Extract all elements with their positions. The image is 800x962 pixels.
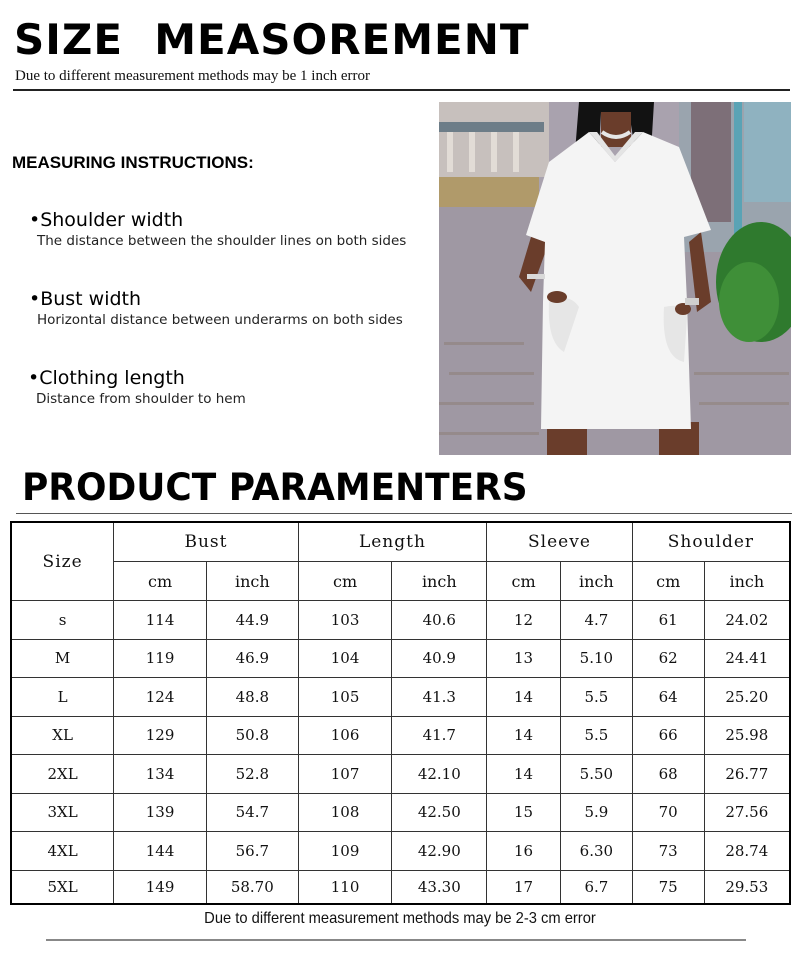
unit-header: cm bbox=[487, 562, 561, 601]
unit-header: inch bbox=[560, 562, 632, 601]
measurement-cell: 56.7 bbox=[206, 832, 298, 871]
measurement-cell: 5.10 bbox=[560, 639, 632, 678]
table-row bbox=[11, 601, 790, 640]
measurement-cell: 16 bbox=[487, 832, 561, 871]
measurement-cell: 58.70 bbox=[206, 870, 298, 904]
measurement-cell: 61 bbox=[632, 601, 704, 640]
measurement-cell: 5.5 bbox=[560, 716, 632, 755]
measurement-cell: 43.30 bbox=[392, 870, 487, 904]
measurement-cell: 75 bbox=[632, 870, 704, 904]
unit-header: cm bbox=[632, 562, 704, 601]
measurement-cell: 107 bbox=[298, 755, 392, 794]
measurement-cell: 73 bbox=[632, 832, 704, 871]
unit-header: inch bbox=[704, 562, 790, 601]
measurement-cell: 12 bbox=[487, 601, 561, 640]
measurement-cell: 13 bbox=[487, 639, 561, 678]
measurement-cell: 139 bbox=[114, 793, 207, 832]
product-photo bbox=[439, 102, 791, 455]
table-row bbox=[11, 870, 790, 904]
divider bbox=[46, 939, 746, 941]
size-label-cell: 4XL bbox=[11, 832, 114, 871]
measurement-cell: 14 bbox=[487, 716, 561, 755]
measurement-cell: 54.7 bbox=[206, 793, 298, 832]
measurement-cell: 50.8 bbox=[206, 716, 298, 755]
instruction-title: •Bust width bbox=[29, 288, 142, 310]
measurement-cell: 24.41 bbox=[704, 639, 790, 678]
measurement-cell: 48.8 bbox=[206, 678, 298, 717]
table-row bbox=[11, 678, 790, 717]
column-header-shoulder: Shoulder bbox=[632, 522, 790, 562]
instruction-title: •Shoulder width bbox=[29, 209, 184, 231]
measurement-cell: 109 bbox=[298, 832, 392, 871]
instruction-description: Horizontal distance between underarms on both sides bbox=[37, 312, 403, 328]
measurement-cell: 114 bbox=[114, 601, 207, 640]
column-header-bust: Bust bbox=[114, 522, 298, 562]
measurement-cell: 29.53 bbox=[704, 870, 790, 904]
section-title-product-parameters: PRODUCT PARAMENTERS bbox=[22, 466, 528, 509]
measurement-cell: 14 bbox=[487, 755, 561, 794]
table-header-unit-row bbox=[11, 562, 790, 601]
measurement-cell: 103 bbox=[298, 601, 392, 640]
measurement-cell: 144 bbox=[114, 832, 207, 871]
divider bbox=[16, 513, 792, 514]
size-label-cell: 2XL bbox=[11, 755, 114, 794]
measurement-cell: 25.20 bbox=[704, 678, 790, 717]
column-header-size: Size bbox=[11, 522, 114, 601]
table-row bbox=[11, 639, 790, 678]
size-label-cell: XL bbox=[11, 716, 114, 755]
measurement-error-footnote: Due to different measurement methods may be 2-3 cm error bbox=[204, 910, 596, 927]
instruction-description: Distance from shoulder to hem bbox=[36, 391, 246, 407]
size-chart-table bbox=[10, 521, 791, 905]
table-row bbox=[11, 716, 790, 755]
measurement-cell: 64 bbox=[632, 678, 704, 717]
measurement-cell: 27.56 bbox=[704, 793, 790, 832]
table-row bbox=[11, 755, 790, 794]
table-row bbox=[11, 832, 790, 871]
measurement-cell: 108 bbox=[298, 793, 392, 832]
unit-header: inch bbox=[206, 562, 298, 601]
measurement-cell: 129 bbox=[114, 716, 207, 755]
model-dress-illustration bbox=[439, 102, 791, 455]
measurement-cell: 119 bbox=[114, 639, 207, 678]
measurement-cell: 44.9 bbox=[206, 601, 298, 640]
measurement-cell: 17 bbox=[487, 870, 561, 904]
measurement-cell: 62 bbox=[632, 639, 704, 678]
table-row bbox=[11, 793, 790, 832]
instruction-shoulder-width bbox=[29, 208, 406, 250]
unit-header: cm bbox=[114, 562, 207, 601]
measurement-cell: 42.50 bbox=[392, 793, 487, 832]
measurement-error-note: Due to different measurement methods may be 1 inch error bbox=[15, 68, 371, 84]
measurement-cell: 110 bbox=[298, 870, 392, 904]
measurement-cell: 41.7 bbox=[392, 716, 487, 755]
measurement-cell: 40.6 bbox=[392, 601, 487, 640]
measurement-cell: 52.8 bbox=[206, 755, 298, 794]
measurement-cell: 5.9 bbox=[560, 793, 632, 832]
measurement-cell: 42.10 bbox=[392, 755, 487, 794]
column-header-length: Length bbox=[298, 522, 486, 562]
measurement-cell: 105 bbox=[298, 678, 392, 717]
measurement-cell: 149 bbox=[114, 870, 207, 904]
table-header-group-row bbox=[11, 522, 790, 562]
measurement-cell: 104 bbox=[298, 639, 392, 678]
measurement-cell: 134 bbox=[114, 755, 207, 794]
size-label-cell: 3XL bbox=[11, 793, 114, 832]
size-label-cell: s bbox=[11, 601, 114, 640]
page-title: SIZE MEASOREMENT bbox=[14, 15, 530, 64]
measurement-cell: 68 bbox=[632, 755, 704, 794]
measurement-cell: 14 bbox=[487, 678, 561, 717]
measurement-cell: 124 bbox=[114, 678, 207, 717]
measurement-cell: 25.98 bbox=[704, 716, 790, 755]
measurement-cell: 5.50 bbox=[560, 755, 632, 794]
measurement-cell: 15 bbox=[487, 793, 561, 832]
instructions-heading: MEASURING INSTRUCTIONS: bbox=[12, 153, 254, 172]
measurement-cell: 4.7 bbox=[560, 601, 632, 640]
measurement-cell: 106 bbox=[298, 716, 392, 755]
measurement-cell: 24.02 bbox=[704, 601, 790, 640]
measurement-cell: 6.7 bbox=[560, 870, 632, 904]
divider bbox=[13, 89, 790, 91]
measurement-cell: 5.5 bbox=[560, 678, 632, 717]
unit-header: cm bbox=[298, 562, 392, 601]
size-label-cell: M bbox=[11, 639, 114, 678]
measurement-cell: 28.74 bbox=[704, 832, 790, 871]
size-label-cell: 5XL bbox=[11, 870, 114, 904]
measurement-cell: 42.90 bbox=[392, 832, 487, 871]
unit-header: inch bbox=[392, 562, 487, 601]
measurement-cell: 46.9 bbox=[206, 639, 298, 678]
measurement-cell: 41.3 bbox=[392, 678, 487, 717]
measurement-cell: 66 bbox=[632, 716, 704, 755]
column-header-sleeve: Sleeve bbox=[487, 522, 633, 562]
size-label-cell: L bbox=[11, 678, 114, 717]
measurement-cell: 6.30 bbox=[560, 832, 632, 871]
instruction-title: •Clothing length bbox=[28, 367, 185, 389]
instruction-description: The distance between the shoulder lines on both sides bbox=[37, 233, 407, 249]
measurement-cell: 40.9 bbox=[392, 639, 487, 678]
instruction-clothing-length bbox=[28, 366, 246, 408]
measurement-cell: 70 bbox=[632, 793, 704, 832]
measurement-cell: 26.77 bbox=[704, 755, 790, 794]
instruction-bust-width bbox=[29, 287, 403, 329]
